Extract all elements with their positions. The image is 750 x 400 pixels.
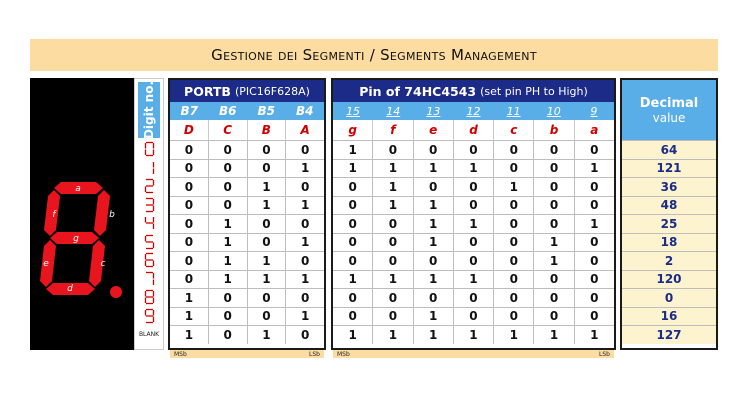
table-cell: 1 <box>300 235 310 250</box>
label-f: f <box>52 210 56 220</box>
table-cell: 0 <box>454 178 494 196</box>
table-cell: 0 <box>534 308 574 326</box>
table-cell: 0 <box>373 252 413 270</box>
table-row <box>170 159 324 178</box>
portb-header <box>170 80 324 102</box>
table-cell: 0 <box>454 289 494 307</box>
label-a: a <box>75 184 81 194</box>
digit-glyph-1 <box>137 159 161 177</box>
table-cell: 0 <box>414 141 454 159</box>
table-cell: 0 <box>300 142 310 157</box>
hc4543-subtitle: (set pin PH to High) <box>480 84 588 98</box>
table-row <box>622 251 716 270</box>
table-row <box>170 140 324 159</box>
table-row <box>333 288 614 307</box>
seven-segment-graphic <box>30 78 134 350</box>
portb-segment-row <box>170 120 324 140</box>
table-row <box>333 196 614 215</box>
table-cell: 0 <box>248 308 287 326</box>
table-cell: 0 <box>454 197 494 215</box>
table-cell: 1 <box>414 215 454 233</box>
table-cell: 0 <box>170 215 209 233</box>
table-cell: 1 <box>373 160 413 178</box>
decimal-point <box>110 286 122 298</box>
blank-label: BLANK <box>138 330 160 338</box>
table-cell: 1 <box>300 309 310 324</box>
table-cell: 0 <box>373 141 413 159</box>
table-cell: 1 <box>590 216 599 231</box>
table-cell: 0 <box>248 215 287 233</box>
table-cell: 1 <box>534 234 574 252</box>
hc4543-seg-6: a <box>590 123 599 137</box>
table-cell: 1 <box>170 308 209 326</box>
table-cell: 0 <box>590 290 599 305</box>
table-cell: 1 <box>373 178 413 196</box>
table-cell: 1 <box>209 271 248 289</box>
table-cell: 0 <box>414 178 454 196</box>
table-row <box>622 288 716 307</box>
hc4543-title: Pin of 74HC4543 <box>359 83 477 99</box>
table-cell: 0 <box>494 141 534 159</box>
table-cell: 1 <box>333 326 373 344</box>
portb-title: PORTB <box>184 83 231 99</box>
table-cell: 0 <box>170 252 209 270</box>
table-cell: 0 <box>590 272 599 287</box>
portb-panel <box>168 78 326 350</box>
table-cell: 1 <box>414 308 454 326</box>
table-cell: 1 <box>414 271 454 289</box>
table-cell: 1 <box>414 197 454 215</box>
hc4543-segment-row <box>333 120 614 140</box>
portb-seg-0: D <box>170 120 209 140</box>
table-cell: 1 <box>414 326 454 344</box>
table-cell: 0 <box>373 289 413 307</box>
hc4543-seg-0: g <box>333 120 373 140</box>
label-g: g <box>73 234 79 244</box>
hc4543-msb: MSb <box>337 350 350 358</box>
table-cell: 1 <box>300 198 310 213</box>
portb-lsb: LSb <box>309 350 320 358</box>
table-cell: 0 <box>300 327 310 342</box>
table-cell: 1 <box>209 215 248 233</box>
digit-header-label: Digit no. <box>142 80 156 140</box>
table-cell: 0 <box>333 252 373 270</box>
hc4543-header <box>333 80 614 102</box>
table-cell: 1 <box>333 141 373 159</box>
table-row <box>622 214 716 233</box>
hc4543-seg-3: d <box>454 120 494 140</box>
table-cell: 1 <box>590 161 599 176</box>
table-cell: 0 <box>590 253 599 268</box>
table-row <box>622 177 716 196</box>
table-cell: 1 <box>333 271 373 289</box>
table-cell: 0 <box>494 234 534 252</box>
decimal-table <box>622 140 716 344</box>
table-cell: 1 <box>248 197 287 215</box>
table-cell: 0 <box>454 234 494 252</box>
table-cell: 1 <box>248 326 287 344</box>
table-row <box>622 233 716 252</box>
portb-msb-lsb-strip <box>170 350 324 358</box>
table-cell: 1 <box>248 271 287 289</box>
table-cell: 0 <box>300 179 310 194</box>
table-cell: 0 <box>590 142 599 157</box>
decimal-value: 127 <box>622 326 716 344</box>
hc4543-pin-3: 12 <box>466 104 481 118</box>
table-cell: 1 <box>414 160 454 178</box>
hc4543-panel <box>331 78 616 350</box>
decimal-value: 48 <box>622 197 716 215</box>
portb-msb: MSb <box>174 350 187 358</box>
decimal-value: 36 <box>622 178 716 196</box>
decimal-value: 0 <box>622 289 716 307</box>
table-cell: 1 <box>590 327 599 342</box>
table-cell: 0 <box>414 252 454 270</box>
table-cell: 0 <box>209 197 248 215</box>
portb-bit-0: B7 <box>180 104 198 118</box>
table-row <box>170 251 324 270</box>
decimal-header <box>622 80 716 140</box>
table-cell: 0 <box>248 141 287 159</box>
table-cell: 0 <box>494 197 534 215</box>
table-cell: 0 <box>209 289 248 307</box>
table-cell: 0 <box>534 289 574 307</box>
table-cell: 1 <box>414 234 454 252</box>
table-cell: 1 <box>170 326 209 344</box>
table-cell: 0 <box>590 179 599 194</box>
hc4543-pin-1: 14 <box>386 104 401 118</box>
page-title: Gestione dei Segmenti / Segments Management <box>30 39 718 71</box>
table-row <box>622 159 716 178</box>
table-row <box>622 196 716 215</box>
table-cell: 1 <box>248 178 287 196</box>
table-row <box>622 140 716 159</box>
decimal-value: 25 <box>622 215 716 233</box>
portb-seg-2: B <box>248 120 287 140</box>
table-cell: 0 <box>209 178 248 196</box>
table-row <box>622 307 716 326</box>
digit-glyph-9 <box>137 307 161 325</box>
table-cell: 1 <box>534 252 574 270</box>
table-cell: 0 <box>333 178 373 196</box>
table-cell: 0 <box>333 215 373 233</box>
seven-segment-display <box>30 78 134 350</box>
table-cell: 1 <box>248 252 287 270</box>
table-cell: 0 <box>170 178 209 196</box>
hc4543-seg-1: f <box>373 120 413 140</box>
table-cell: 0 <box>170 160 209 178</box>
table-cell: 1 <box>333 160 373 178</box>
table-row <box>170 233 324 252</box>
table-cell: 0 <box>170 197 209 215</box>
portb-bit-1: B6 <box>219 104 237 118</box>
table-cell: 0 <box>248 289 287 307</box>
table-cell: 0 <box>373 308 413 326</box>
hc4543-pin-row <box>333 102 614 120</box>
table-row <box>170 325 324 344</box>
digit-glyph-2 <box>137 177 161 195</box>
table-row <box>622 325 716 344</box>
table-cell: 0 <box>494 271 534 289</box>
table-row <box>170 177 324 196</box>
table-row <box>170 288 324 307</box>
portb-bit-2: B5 <box>257 104 275 118</box>
table-row <box>333 159 614 178</box>
digit-column <box>134 78 164 350</box>
table-cell: 1 <box>373 271 413 289</box>
decimal-value: 121 <box>622 160 716 178</box>
decimal-value: 120 <box>622 271 716 289</box>
table-cell: 0 <box>248 234 287 252</box>
table-row <box>333 270 614 289</box>
table-row <box>333 214 614 233</box>
table-row <box>333 307 614 326</box>
table-cell: 0 <box>373 215 413 233</box>
hc4543-table <box>333 140 614 344</box>
table-cell: 1 <box>209 252 248 270</box>
decimal-value: 2 <box>622 252 716 270</box>
table-cell: 0 <box>373 234 413 252</box>
table-row <box>333 177 614 196</box>
hc4543-pin-4: 11 <box>506 104 521 118</box>
table-cell: 0 <box>454 252 494 270</box>
decimal-panel <box>620 78 718 350</box>
table-cell: 0 <box>209 141 248 159</box>
table-cell: 0 <box>333 308 373 326</box>
digit-glyph-8 <box>137 288 161 306</box>
hc4543-msb-lsb-strip <box>333 350 614 358</box>
portb-seg-3: A <box>300 123 310 137</box>
table-cell: 1 <box>170 289 209 307</box>
decimal-value: 64 <box>622 141 716 159</box>
table-cell: 0 <box>209 326 248 344</box>
digit-glyph-5 <box>137 233 161 251</box>
table-row <box>170 270 324 289</box>
label-d: d <box>67 284 73 294</box>
table-cell: 0 <box>534 178 574 196</box>
table-row <box>622 270 716 289</box>
decimal-value: 16 <box>622 308 716 326</box>
digit-glyph-4 <box>137 214 161 232</box>
decimal-value: 18 <box>622 234 716 252</box>
table-cell: 0 <box>170 234 209 252</box>
table-cell: 1 <box>534 326 574 344</box>
label-c: c <box>100 259 106 269</box>
segment-b <box>94 190 110 236</box>
label-e: e <box>43 259 49 269</box>
hc4543-pin-2: 13 <box>426 104 441 118</box>
table-cell: 0 <box>333 197 373 215</box>
table-cell: 0 <box>209 308 248 326</box>
digit-glyph-3 <box>137 196 161 214</box>
hc4543-seg-5: b <box>534 120 574 140</box>
hc4543-seg-4: c <box>494 120 534 140</box>
portb-subtitle: (PIC16F628A) <box>234 84 310 98</box>
table-cell: 1 <box>373 326 413 344</box>
table-cell: 0 <box>534 141 574 159</box>
table-row <box>333 233 614 252</box>
decimal-subtitle: value <box>652 110 686 125</box>
digit-glyph-6 <box>137 251 161 269</box>
table-cell: 0 <box>454 141 494 159</box>
table-cell: 0 <box>534 160 574 178</box>
hc4543-pin-5: 10 <box>546 104 561 118</box>
table-row <box>170 307 324 326</box>
table-cell: 0 <box>590 309 599 324</box>
table-cell: 0 <box>300 253 310 268</box>
table-cell: 0 <box>534 271 574 289</box>
table-cell: 0 <box>590 198 599 213</box>
table-cell: 0 <box>333 289 373 307</box>
table-cell: 0 <box>494 289 534 307</box>
table-cell: 1 <box>300 161 310 176</box>
table-cell: 0 <box>300 216 310 231</box>
table-cell: 1 <box>209 234 248 252</box>
table-cell: 0 <box>534 215 574 233</box>
table-cell: 0 <box>454 308 494 326</box>
table-cell: 1 <box>454 160 494 178</box>
table-cell: 1 <box>494 178 534 196</box>
table-cell: 1 <box>454 326 494 344</box>
table-cell: 0 <box>494 215 534 233</box>
table-row <box>170 214 324 233</box>
hc4543-seg-2: e <box>414 120 454 140</box>
table-cell: 0 <box>494 160 534 178</box>
table-cell: 0 <box>414 289 454 307</box>
portb-table <box>170 140 324 344</box>
table-cell: 1 <box>373 197 413 215</box>
table-cell: 1 <box>454 271 494 289</box>
table-cell: 0 <box>300 290 310 305</box>
table-cell: 0 <box>170 141 209 159</box>
portb-bit-3: B4 <box>296 104 314 118</box>
table-cell: 0 <box>534 197 574 215</box>
hc4543-pin-6: 9 <box>590 104 598 118</box>
table-cell: 0 <box>209 160 248 178</box>
table-row <box>333 140 614 159</box>
table-row <box>333 251 614 270</box>
table-cell: 1 <box>454 215 494 233</box>
table-row <box>333 325 614 344</box>
table-row <box>170 196 324 215</box>
table-cell: 1 <box>300 272 310 287</box>
portb-bit-row <box>170 102 324 120</box>
table-cell: 0 <box>494 252 534 270</box>
table-cell: 0 <box>248 160 287 178</box>
digit-header <box>138 82 160 138</box>
digit-glyph-0 <box>137 140 161 158</box>
hc4543-lsb: LSb <box>599 350 610 358</box>
hc4543-pin-0: 15 <box>346 104 361 118</box>
table-cell: 1 <box>494 326 534 344</box>
decimal-title: Decimal <box>639 95 699 111</box>
digit-glyph-7 <box>137 270 161 288</box>
table-cell: 0 <box>333 234 373 252</box>
portb-seg-1: C <box>209 120 248 140</box>
label-b: b <box>109 210 115 220</box>
table-cell: 0 <box>494 308 534 326</box>
table-cell: 0 <box>590 235 599 250</box>
table-cell: 0 <box>170 271 209 289</box>
